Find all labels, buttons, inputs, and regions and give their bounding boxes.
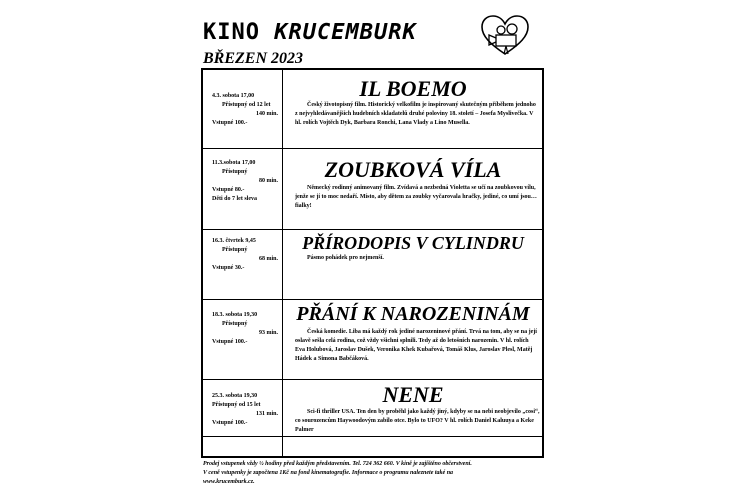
screening-discount: Děti do 7 let sleva xyxy=(212,196,257,202)
screening-info xyxy=(212,159,280,204)
screening-date: 25.3. sobota 19,30 xyxy=(212,393,258,399)
screening-date: 4.3. sobota 17,00 xyxy=(212,93,255,99)
screening-duration: 93 min. xyxy=(258,330,278,336)
cinema-title xyxy=(203,20,417,45)
screening-rating: Přístupný xyxy=(222,321,248,327)
movie-title: ZOUBKOVÁ VÍLA xyxy=(324,157,502,182)
movie-title: PŘÍRODOPIS V CYLINDRU xyxy=(302,233,524,253)
movie-description: Sci-fi thriller USA. Ten den by proběhl jako každý jiný, kdyby se na nebi neobjevilo „cosi“, co sourozencům Haywoodovým zabilo otce. Bylo to UFO? V hl. rolích Daniel Kaluuya a Keke Palmer xyxy=(295,409,540,433)
footer-website: www.krucemburk.cz. xyxy=(203,479,255,485)
movie-title: PŘÁNÍ K NAROZENINÁM xyxy=(296,303,530,325)
program-table xyxy=(201,68,544,458)
screening-info xyxy=(212,237,280,273)
screening-info xyxy=(212,92,280,128)
screening-price: Vstupné 100.- xyxy=(212,339,248,345)
movie-title: NENE xyxy=(382,382,444,407)
screening-row xyxy=(203,230,542,300)
screening-rating: Přístupný od 12 let xyxy=(222,102,271,108)
footer-fund-info: V ceně vstupenky je započtena 1Kč na fond kinematografie. Informace o programu naleznete také na xyxy=(203,470,454,476)
screening-duration: 68 min. xyxy=(258,256,278,262)
movie-description: Česká komedie. Liba má každý rok jediné narozeninové přání. Trvá na tom, aby se na její oslavě sešla celá rodina, což vždy všichni splnili. Tedy až do letošních narozenin. V hl. rolích Eva Holubová, Jaroslav Dušek, Veronika Khek Kubařová, Tomáš Klus, Jaroslav Plesl, Matěj Hádek a Simona Babčáková. xyxy=(295,329,537,362)
program-month: BŘEZEN 2023 xyxy=(203,50,304,67)
screening-price: Vstupné 100.- xyxy=(212,420,248,426)
page-footer xyxy=(203,460,553,487)
cinema-title-kino: KINO xyxy=(203,20,275,45)
screening-date: 18.3. sobota 19,30 xyxy=(212,312,258,318)
screening-rating: Přístupný xyxy=(222,247,248,253)
screening-price: Vstupné 80.- xyxy=(212,187,245,193)
empty-row xyxy=(203,436,542,458)
screening-duration: 140 min. xyxy=(255,111,278,117)
screening-rating: Přístupný od 15 let xyxy=(212,402,261,408)
screening-row xyxy=(203,149,542,230)
movie-description: Český životopisný film. Historický velkofilm je inspirovaný skutečným příběhem jednoho z nejvyhledávanějších hudebních skladatelů druhé poloviny 18. století – Josefa Myslivečka. V hl. rolích Vojtěch Dyk, Barbara Ronchi, Lana Vlady a Lino Musella. xyxy=(295,102,536,126)
screening-duration: 80 min. xyxy=(258,178,278,184)
movie-description: Německý rodinný animovaný film. Zvídavá a nezbedná Violetta se učí na zoubkovou vílu, jenže se jí to moc nedaří. Místo, aby dětem za zoubky vyčarovala hračky, jediné, co umí jsou…fialky! xyxy=(295,185,537,209)
screening-date: 11.3.sobota 17,00 xyxy=(212,160,256,166)
cinema-title-town: KRUCEMBURK xyxy=(274,20,417,45)
screening-row xyxy=(203,70,542,149)
screening-date: 16.3. čtvrtek 9,45 xyxy=(212,238,256,244)
screening-info xyxy=(212,311,280,347)
screening-info xyxy=(212,392,280,428)
film-camera-heart-icon xyxy=(480,14,530,58)
screening-rating: Přístupný xyxy=(222,169,248,175)
movie-description: Pásmo pohádek pro nejmenší. xyxy=(307,255,384,261)
screening-price: Vstupné 100.- xyxy=(212,120,248,126)
screening-duration: 131 min. xyxy=(255,411,278,417)
screening-row xyxy=(203,300,542,380)
footer-tickets-info: Prodej vstupenek vždy ½ hodiny před každým představením. Tel. 724 362 660. V kině je zajištěno občerstvení. xyxy=(203,461,472,467)
movie-title: IL BOEMO xyxy=(359,76,467,101)
screening-row xyxy=(203,380,542,435)
screening-price: Vstupné 30.- xyxy=(212,265,245,271)
